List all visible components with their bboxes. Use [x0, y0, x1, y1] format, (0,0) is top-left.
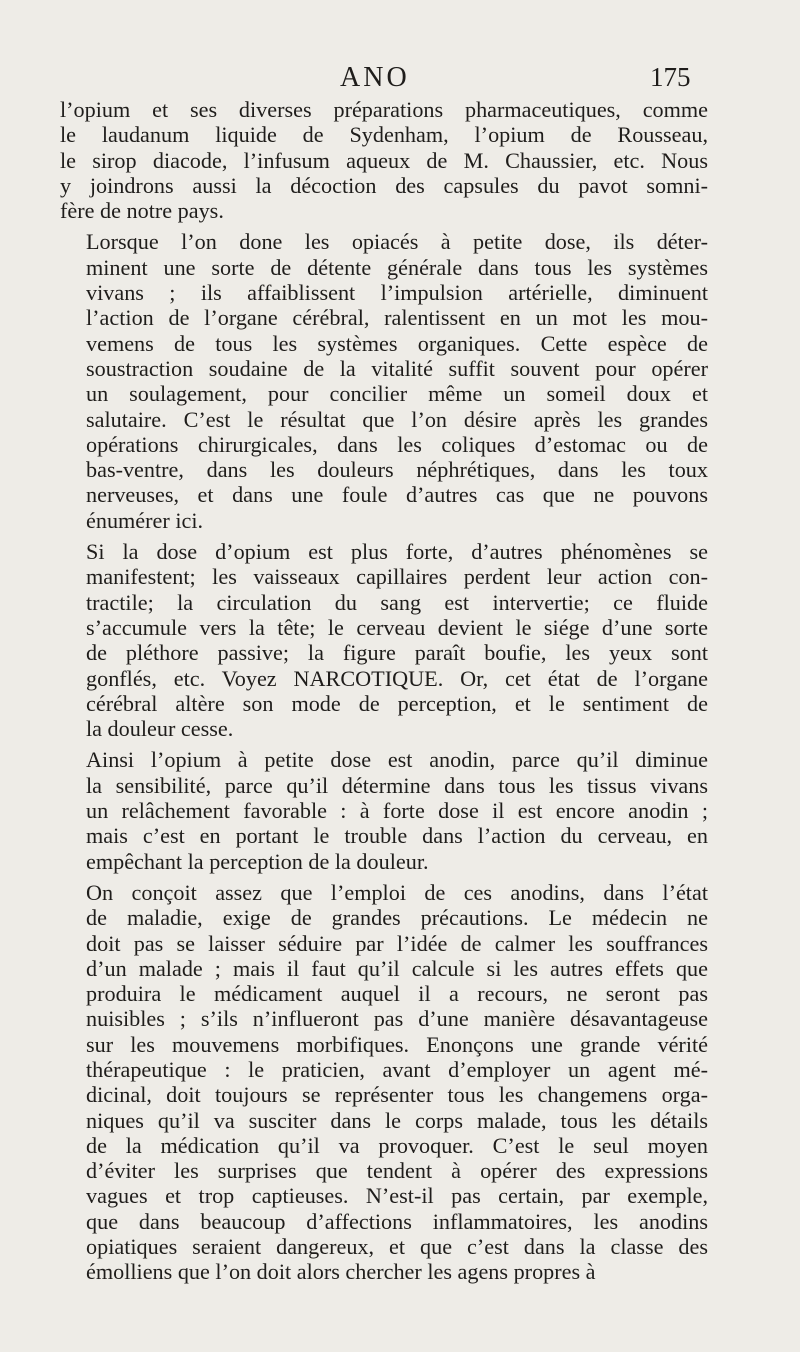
text-line: d’un malade ; mais il faut qu’il calcule si les autres effets que — [86, 955, 708, 981]
text-line: fère de notre pays. — [60, 198, 224, 224]
text-line: tractile; la circulation du sang est intervertie; ce fluide — [86, 589, 708, 615]
text-line: vemens de tous les systèmes organiques. Cette espèce de — [86, 330, 708, 356]
text-line: manifestent; les vaisseaux capillaires perdent leur action con- — [86, 564, 708, 590]
text-line: vagues et trop captieuses. N’est-il pas certain, par exemple, — [86, 1183, 708, 1209]
page-number: 175 — [650, 62, 691, 92]
text-line: mais c’est en portant le trouble dans l’action du cerveau, en — [86, 823, 708, 849]
text-line: que dans beaucoup d’affections inflammatoires, les anodins — [86, 1208, 708, 1234]
text-line: vivans ; ils affaiblissent l’impulsion artérielle, diminuent — [86, 280, 708, 306]
paragraph — [60, 747, 708, 873]
text-line: l’action de l’organe cérébral, ralentissent en un mot les mou- — [86, 305, 708, 331]
text-line: sur les mouvemens morbifiques. Enonçons une grande vérité — [86, 1031, 708, 1057]
text-line: thérapeutique : le praticien, avant d’employer un agent mé- — [86, 1056, 708, 1082]
text-line: doit pas se laisser séduire par l’idée de calmer les souffrances — [86, 930, 708, 956]
paragraph — [60, 97, 708, 223]
text-line: minent une sorte de détente générale dans tous les systèmes — [86, 254, 708, 280]
text-line: niques qu’il va susciter dans le corps malade, tous les détails — [86, 1107, 708, 1133]
running-head: ANO — [340, 62, 410, 93]
text-line: On conçoit assez que l’emploi de ces anodins, dans l’état — [86, 879, 708, 905]
body-text — [60, 97, 708, 1291]
text-line: Lorsque l’on done les opiacés à petite dose, ils déter- — [86, 229, 708, 255]
text-line: de maladie, exige de grandes précautions. Le médecin ne — [86, 905, 708, 931]
text-line: le sirop diacode, l’infusum aqueux de M. Chaussier, etc. Nous — [60, 147, 708, 173]
text-line: gonflés, etc. Voyez NARCOTIQUE. Or, cet état de l’organe — [86, 665, 708, 691]
paragraph — [60, 539, 708, 741]
text-line: opérations chirurgicales, dans les coliques d’estomac ou de — [86, 431, 708, 457]
text-line: énumérer ici. — [86, 507, 204, 533]
text-line: s’accumule vers la tête; le cerveau devient le siége d’une sorte — [86, 614, 708, 640]
text-line: le laudanum liquide de Sydenham, l’opium de Rousseau, — [60, 122, 708, 148]
paragraph — [60, 229, 708, 533]
text-line: Ainsi l’opium à petite dose est anodin, parce qu’il diminue — [86, 747, 708, 773]
text-line: un soulagement, pour concilier même un someil doux et — [86, 381, 708, 407]
text-line: d’éviter les surprises que tendent à opérer des expressions — [86, 1158, 708, 1184]
text-line: la sensibilité, parce qu’il détermine dans tous les tissus vivans — [86, 772, 708, 798]
text-line: l’opium et ses diverses préparations pharmaceutiques, comme — [60, 97, 708, 122]
text-line: produira le médicament auquel il a recours, ne seront pas — [86, 981, 708, 1007]
text-line: nerveuses, et dans une foule d’autres cas que ne pouvons — [86, 482, 708, 508]
text-line: soustraction soudaine de la vitalité suffit souvent pour opérer — [86, 355, 708, 381]
text-line: la douleur cesse. — [86, 716, 234, 742]
text-line: dicinal, doit toujours se représenter tous les changemens orga- — [86, 1082, 708, 1108]
page-header — [0, 62, 800, 102]
text-line: cérébral altère son mode de perception, et le sentiment de — [86, 690, 708, 716]
paragraph — [60, 880, 708, 1285]
text-line: opiatiques seraient dangereux, et que c’est dans la classe des — [86, 1234, 708, 1260]
text-line: y joindrons aussi la décoction des capsules du pavot somni- — [60, 172, 708, 198]
text-line: empêchant la perception de la douleur. — [86, 848, 429, 874]
text-line: un relâchement favorable : à forte dose il est encore anodin ; — [86, 798, 708, 824]
text-line: bas-ventre, dans les douleurs néphrétiques, dans les toux — [86, 457, 708, 483]
text-line: Si la dose d’opium est plus forte, d’autres phénomènes se — [86, 539, 708, 565]
text-line: de pléthore passive; la figure paraît boufie, les yeux sont — [86, 640, 708, 666]
text-line: de la médication qu’il va provoquer. C’est le seul moyen — [86, 1132, 708, 1158]
text-line: nuisibles ; s’ils n’influeront pas d’une manière désavantageuse — [86, 1006, 708, 1032]
text-line: émolliens que l’on doit alors chercher les agens propres à — [86, 1259, 596, 1285]
text-line: salutaire. C’est le résultat que l’on désire après les grandes — [86, 406, 708, 432]
